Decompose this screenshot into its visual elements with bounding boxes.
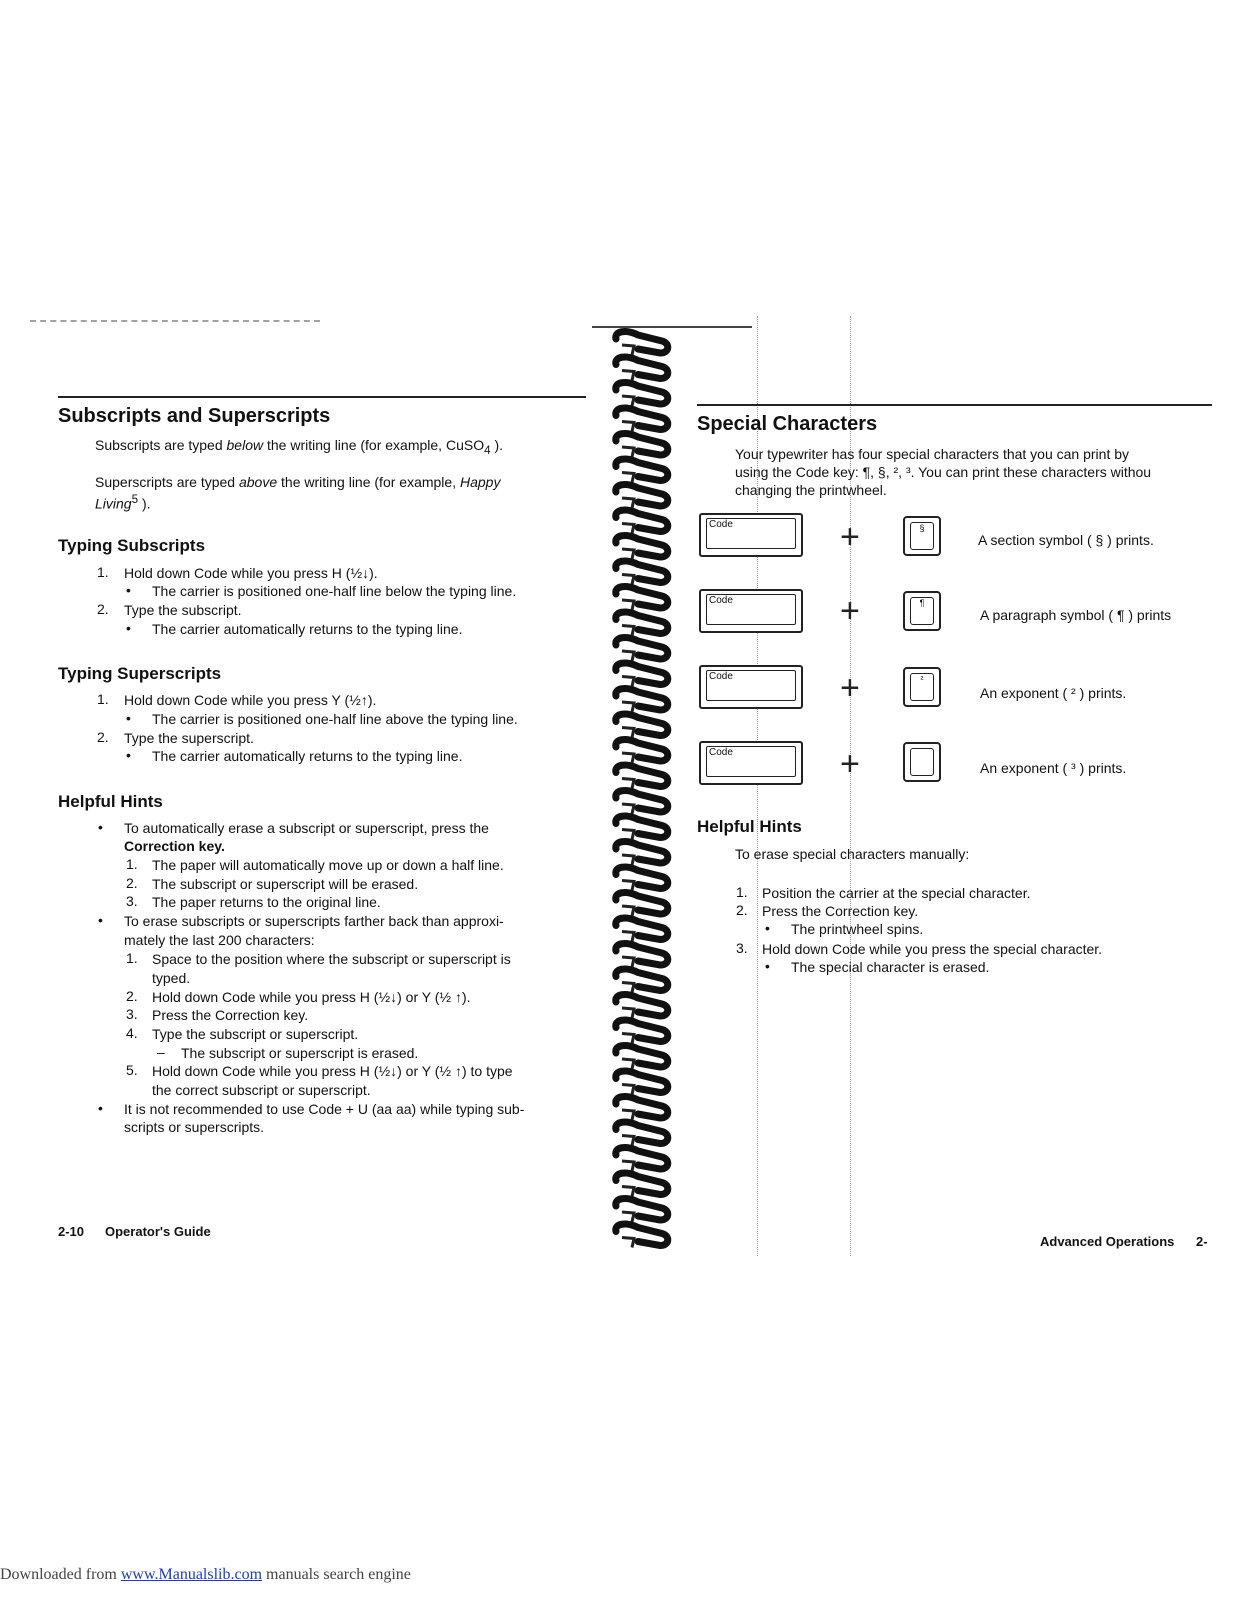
spiral-coil <box>616 689 668 710</box>
spiral-coil-tick <box>622 881 634 891</box>
exponent-2-key <box>903 667 941 707</box>
spiral-coil <box>616 816 668 837</box>
section-rule <box>58 396 586 398</box>
keycap-glyph: ² <box>910 673 934 701</box>
step-number: 2. <box>126 988 138 1004</box>
step-number: 2. <box>97 601 109 617</box>
spiral-coil-tick <box>622 600 634 610</box>
spiral-coil-tick <box>622 651 634 661</box>
spiral-coil <box>616 434 668 455</box>
code-key <box>699 741 803 785</box>
hint-text: To erase subscripts or superscripts farther back than approxi- <box>124 913 504 929</box>
bullet: • <box>126 582 131 598</box>
spiral-coil-tick <box>622 1034 634 1044</box>
intro-superscripts-cont: Living$^5$ ). <box>95 493 151 512</box>
spiral-coil-tick <box>622 677 634 687</box>
spiral-coil <box>616 459 668 480</box>
spiral-coil <box>616 663 668 684</box>
step-bullet-text: The special character is erased. <box>791 959 990 975</box>
spiral-coil-tick <box>622 804 634 814</box>
step-number: 3. <box>736 940 748 956</box>
spiral-coil <box>616 1071 668 1092</box>
spiral-coil-tick <box>622 1136 634 1146</box>
spiral-coil <box>616 740 668 761</box>
step-number: 2. <box>126 875 138 891</box>
row-description: An exponent ( ³ ) prints. <box>980 760 1127 776</box>
spiral-coil-tick <box>622 396 634 406</box>
step-bullet-text: The printwheel spins. <box>791 921 924 937</box>
step-text: Type the superscript. <box>124 730 254 746</box>
step-bullet-text: The carrier automatically returns to the typing line. <box>152 748 463 764</box>
spiral-coil <box>616 1122 668 1143</box>
spiral-coil-tick <box>622 1008 634 1018</box>
code-key-label: Code <box>709 671 733 682</box>
page-title: Special Characters <box>697 413 878 435</box>
manualslib-link[interactable]: www.Manualslib.com <box>120 1566 263 1583</box>
dash: – <box>157 1044 165 1060</box>
spiral-coil-tick <box>622 447 634 457</box>
spiral-coil-tick <box>622 830 634 840</box>
step-bullet-text: The carrier automatically returns to the typing line. <box>152 621 463 637</box>
step-number: 1. <box>736 884 748 900</box>
spiral-coil <box>616 893 668 914</box>
step-number: 3. <box>126 893 138 909</box>
bullet: • <box>126 620 131 636</box>
spiral-coil-tick <box>622 498 634 508</box>
step-text: Position the carrier at the special character. <box>762 885 1031 901</box>
spiral-coil <box>616 765 668 786</box>
code-key-label: Code <box>709 519 733 530</box>
hint-substep-dash: The subscript or superscript is erased. <box>181 1045 419 1061</box>
section-key <box>903 516 941 556</box>
spiral-coil-tick <box>622 422 634 432</box>
spiral-coil-tick <box>622 1238 634 1248</box>
spiral-coil <box>616 714 668 735</box>
hint-substep: The subscript or superscript will be erased. <box>152 876 419 892</box>
footer-page-number: 2- <box>1196 1234 1208 1249</box>
scan-mark <box>30 320 320 324</box>
spiral-coil-tick <box>622 1059 634 1069</box>
hint-substep: Hold down Code while you press H (½↓) or Y (½ ↑). <box>152 989 471 1005</box>
spiral-coil <box>616 1148 668 1169</box>
spiral-coil-tick <box>622 855 634 865</box>
spiral-coil-tick <box>622 1187 634 1197</box>
spiral-coil <box>616 1224 668 1245</box>
hint-substep: The paper will automatically move up or down a half line. <box>152 857 504 873</box>
bullet: • <box>126 747 131 763</box>
spiral-coil <box>616 510 668 531</box>
subheading-typing-subscripts: Typing Subscripts <box>58 536 206 555</box>
download-suffix: manuals search engine <box>262 1566 411 1583</box>
bullet: • <box>98 1100 103 1116</box>
spiral-coil <box>616 561 668 582</box>
page-title: Subscripts and Superscripts <box>58 405 331 427</box>
spiral-coil-tick <box>622 702 634 712</box>
step-text: Type the subscript. <box>124 602 242 618</box>
hint-substep: Hold down Code while you press H (½↓) or Y (½ ↑) to type <box>152 1063 513 1079</box>
spiral-coil-tick <box>622 1212 634 1222</box>
spiral-coil-tick <box>622 473 634 483</box>
subheading-helpful-hints: Helpful Hints <box>697 817 802 836</box>
step-number: 5. <box>126 1062 138 1078</box>
plus-sign: + <box>840 592 860 630</box>
spiral-coil-tick <box>622 728 634 738</box>
plus-sign: + <box>840 518 860 556</box>
spiral-coil <box>616 842 668 863</box>
spiral-coil <box>616 485 668 506</box>
step-text: Hold down Code while you press the special character. <box>762 941 1103 957</box>
hint-substep: Type the subscript or superscript. <box>152 1026 359 1042</box>
spiral-coil <box>616 587 668 608</box>
spiral-coil-tick <box>622 626 634 636</box>
step-number: 1. <box>126 856 138 872</box>
hint-text: It is not recommended to use Code + U (aa aa) while typing sub- <box>124 1101 525 1117</box>
code-key <box>699 589 803 633</box>
spiral-coil-tick <box>622 549 634 559</box>
plus-sign: + <box>840 669 860 707</box>
subheading-typing-superscripts: Typing Superscripts <box>58 664 222 683</box>
spiral-coil-tick <box>622 1161 634 1171</box>
hint-substep: The paper returns to the original line. <box>152 894 381 910</box>
bullet: • <box>765 920 770 936</box>
spiral-coil <box>616 408 668 429</box>
bullet: • <box>765 958 770 974</box>
spiral-coil <box>616 791 668 812</box>
row-description: A paragraph symbol ( ¶ ) prints <box>980 607 1172 623</box>
hint-text: Correction key. <box>124 838 225 854</box>
code-key <box>699 665 803 709</box>
hint-text: mately the last 200 characters: <box>124 932 315 948</box>
spiral-coil <box>616 1173 668 1194</box>
step-text: Press the Correction key. <box>762 903 919 919</box>
step-number: 1. <box>97 564 109 580</box>
hint-text: To automatically erase a subscript or superscript, press the <box>124 820 489 836</box>
spiral-coil <box>616 944 668 965</box>
spiral-coil-tick <box>622 957 634 967</box>
keycap-glyph: ¶ <box>910 597 934 625</box>
spiral-coil <box>616 995 668 1016</box>
hint-substep: Press the Correction key. <box>152 1007 309 1023</box>
code-key-label: Code <box>709 595 733 606</box>
step-number: 1. <box>126 950 138 966</box>
hint-substep: the correct subscript or superscript. <box>152 1082 371 1098</box>
step-bullet-text: The carrier is positioned one-half line below the typing line. <box>152 583 517 599</box>
spiral-coil-tick <box>622 1110 634 1120</box>
step-number: 3. <box>126 1006 138 1022</box>
spine-top-line <box>592 326 752 328</box>
intro-subscripts: Subscripts are typed below the writing line (for example, CuSO$_4$ ). <box>95 437 504 457</box>
code-key <box>699 513 803 557</box>
spiral-coil <box>616 867 668 888</box>
footer-page-number: 2-10 <box>58 1224 85 1239</box>
hint-substep: typed. <box>152 970 191 986</box>
spiral-coil <box>616 969 668 990</box>
spiral-coil <box>616 612 668 633</box>
spiral-coil <box>616 332 668 353</box>
spiral-coil-tick <box>622 371 634 381</box>
intro-line: using the Code key: ¶, §, ², ³. You can print these characters withou <box>735 464 1152 480</box>
spiral-binding <box>608 325 688 1255</box>
intro-superscripts: Superscripts are typed above the writing line (for example, Happy <box>95 474 501 490</box>
download-footer <box>0 1566 411 1584</box>
code-key-label: Code <box>709 747 733 758</box>
spiral-coil <box>616 918 668 939</box>
bullet: • <box>98 819 103 835</box>
spiral-coil-tick <box>622 1085 634 1095</box>
bullet: • <box>98 912 103 928</box>
section-rule <box>697 404 1212 406</box>
spiral-coil-tick <box>622 983 634 993</box>
spiral-coil <box>616 1046 668 1067</box>
paragraph-key <box>903 591 941 631</box>
intro-line: Your typewriter has four special characters that you can print by <box>735 446 1130 462</box>
step-text: Hold down Code while you press H (½↓). <box>124 565 378 581</box>
step-text: Hold down Code while you press Y (½↑). <box>124 692 377 708</box>
hints-intro: To erase special characters manually: <box>735 846 970 862</box>
step-number: 4. <box>126 1025 138 1041</box>
spiral-coil-tick <box>622 575 634 585</box>
step-number: 2. <box>736 902 748 918</box>
intro-line: changing the printwheel. <box>735 482 887 498</box>
spiral-coil <box>616 1097 668 1118</box>
spiral-coil <box>616 536 668 557</box>
row-description: An exponent ( ² ) prints. <box>980 685 1127 701</box>
spiral-coil-tick <box>622 779 634 789</box>
spiral-coil <box>616 1199 668 1220</box>
subheading-helpful-hints: Helpful Hints <box>58 792 163 811</box>
keycap-glyph: § <box>910 522 934 550</box>
spiral-coil-tick <box>622 345 634 355</box>
footer-title: Operator's Guide <box>105 1224 211 1239</box>
spiral-coil <box>616 1020 668 1041</box>
spiral-coil-tick <box>622 753 634 763</box>
footer-title: Advanced Operations <box>1040 1234 1175 1249</box>
spiral-coil <box>616 638 668 659</box>
step-number: 1. <box>97 691 109 707</box>
spiral-coil <box>616 357 668 378</box>
step-bullet-text: The carrier is positioned one-half line above the typing line. <box>152 711 518 727</box>
bullet: • <box>126 710 131 726</box>
hint-text: scripts or superscripts. <box>124 1119 265 1135</box>
step-number: 2. <box>97 729 109 745</box>
row-description: A section symbol ( § ) prints. <box>978 532 1154 548</box>
spiral-coil-tick <box>622 524 634 534</box>
download-prefix: Downloaded from <box>0 1566 121 1583</box>
hint-substep: Space to the position where the subscript or superscript is <box>152 951 511 967</box>
spiral-coil-tick <box>622 906 634 916</box>
plus-sign: + <box>840 745 860 783</box>
spiral-coil <box>616 383 668 404</box>
exponent-3-key <box>903 742 941 782</box>
spiral-coil-tick <box>622 932 634 942</box>
keycap-glyph <box>910 748 934 776</box>
